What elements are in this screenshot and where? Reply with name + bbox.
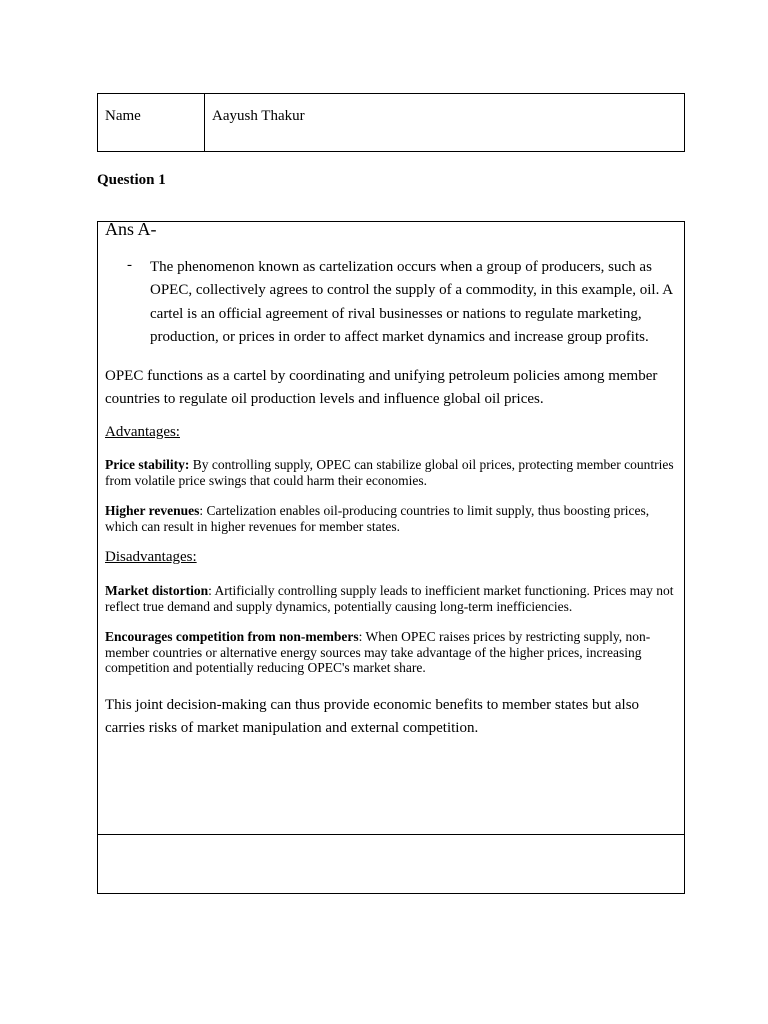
opec-paragraph: OPEC functions as a cartel by coordinating and unifying petroleum policies among member countries to regulate oil production levels and influence global oil prices. [105,368,658,408]
disadvantage-text: : When OPEC raises prices by restricting supply, non-member countries or alternative energy sources may take advantage of the higher prices, increasing competition and potentially reducing OPEC's market share. [105,629,651,675]
disadvantage-term: Encourages competition from non-members [105,629,359,644]
disadvantage-text: : Artificially controlling supply leads to inefficient market functioning. Prices may not reflect true demand and supply dynamics, potentially causing long-term inefficiencies. [105,583,674,614]
answer-table [97,221,685,894]
disadvantage-competition [105,629,679,676]
advantages-heading: Advantages: [105,424,180,440]
question-heading: Question 1 [97,172,166,188]
answer-cell [98,219,684,835]
name-value: Aayush Thakur [212,108,305,124]
advantage-term: Higher revenues [105,503,200,518]
advantage-higher-revenues [105,503,679,534]
advantage-term: Price stability: [105,457,190,472]
disadvantages-heading: Disadvantages: [105,549,197,565]
empty-cell [98,835,684,893]
advantage-text: By controlling supply, OPEC can stabilize global oil prices, protecting member countries from volatile price swings that could harm their economies. [105,457,674,488]
bullet-marker: - [127,257,132,273]
advantage-price-stability [105,457,679,488]
name-table [97,93,685,152]
answer-title: Ans A- [105,219,157,239]
name-label: Name [98,94,205,151]
advantage-text: : Cartelization enables oil-producing countries to limit supply, thus boosting prices, which can result in higher revenues for member states. [105,503,650,534]
disadvantage-term: Market distortion [105,583,209,598]
bullet-text: The phenomenon known as cartelization occurs when a group of producers, such as OPEC, collectively agrees to control the supply of a commodity, in this example, oil. A cartel is an official agreement of rival businesses or nations to regulate marketing, production, or prices in order to affect market dynamics and increase group profits. [150,259,673,345]
closing-paragraph: This joint decision-making can thus provide economic benefits to member states but also carries risks of market manipulation and external competition. [105,697,640,737]
disadvantage-market-distortion [105,583,679,614]
